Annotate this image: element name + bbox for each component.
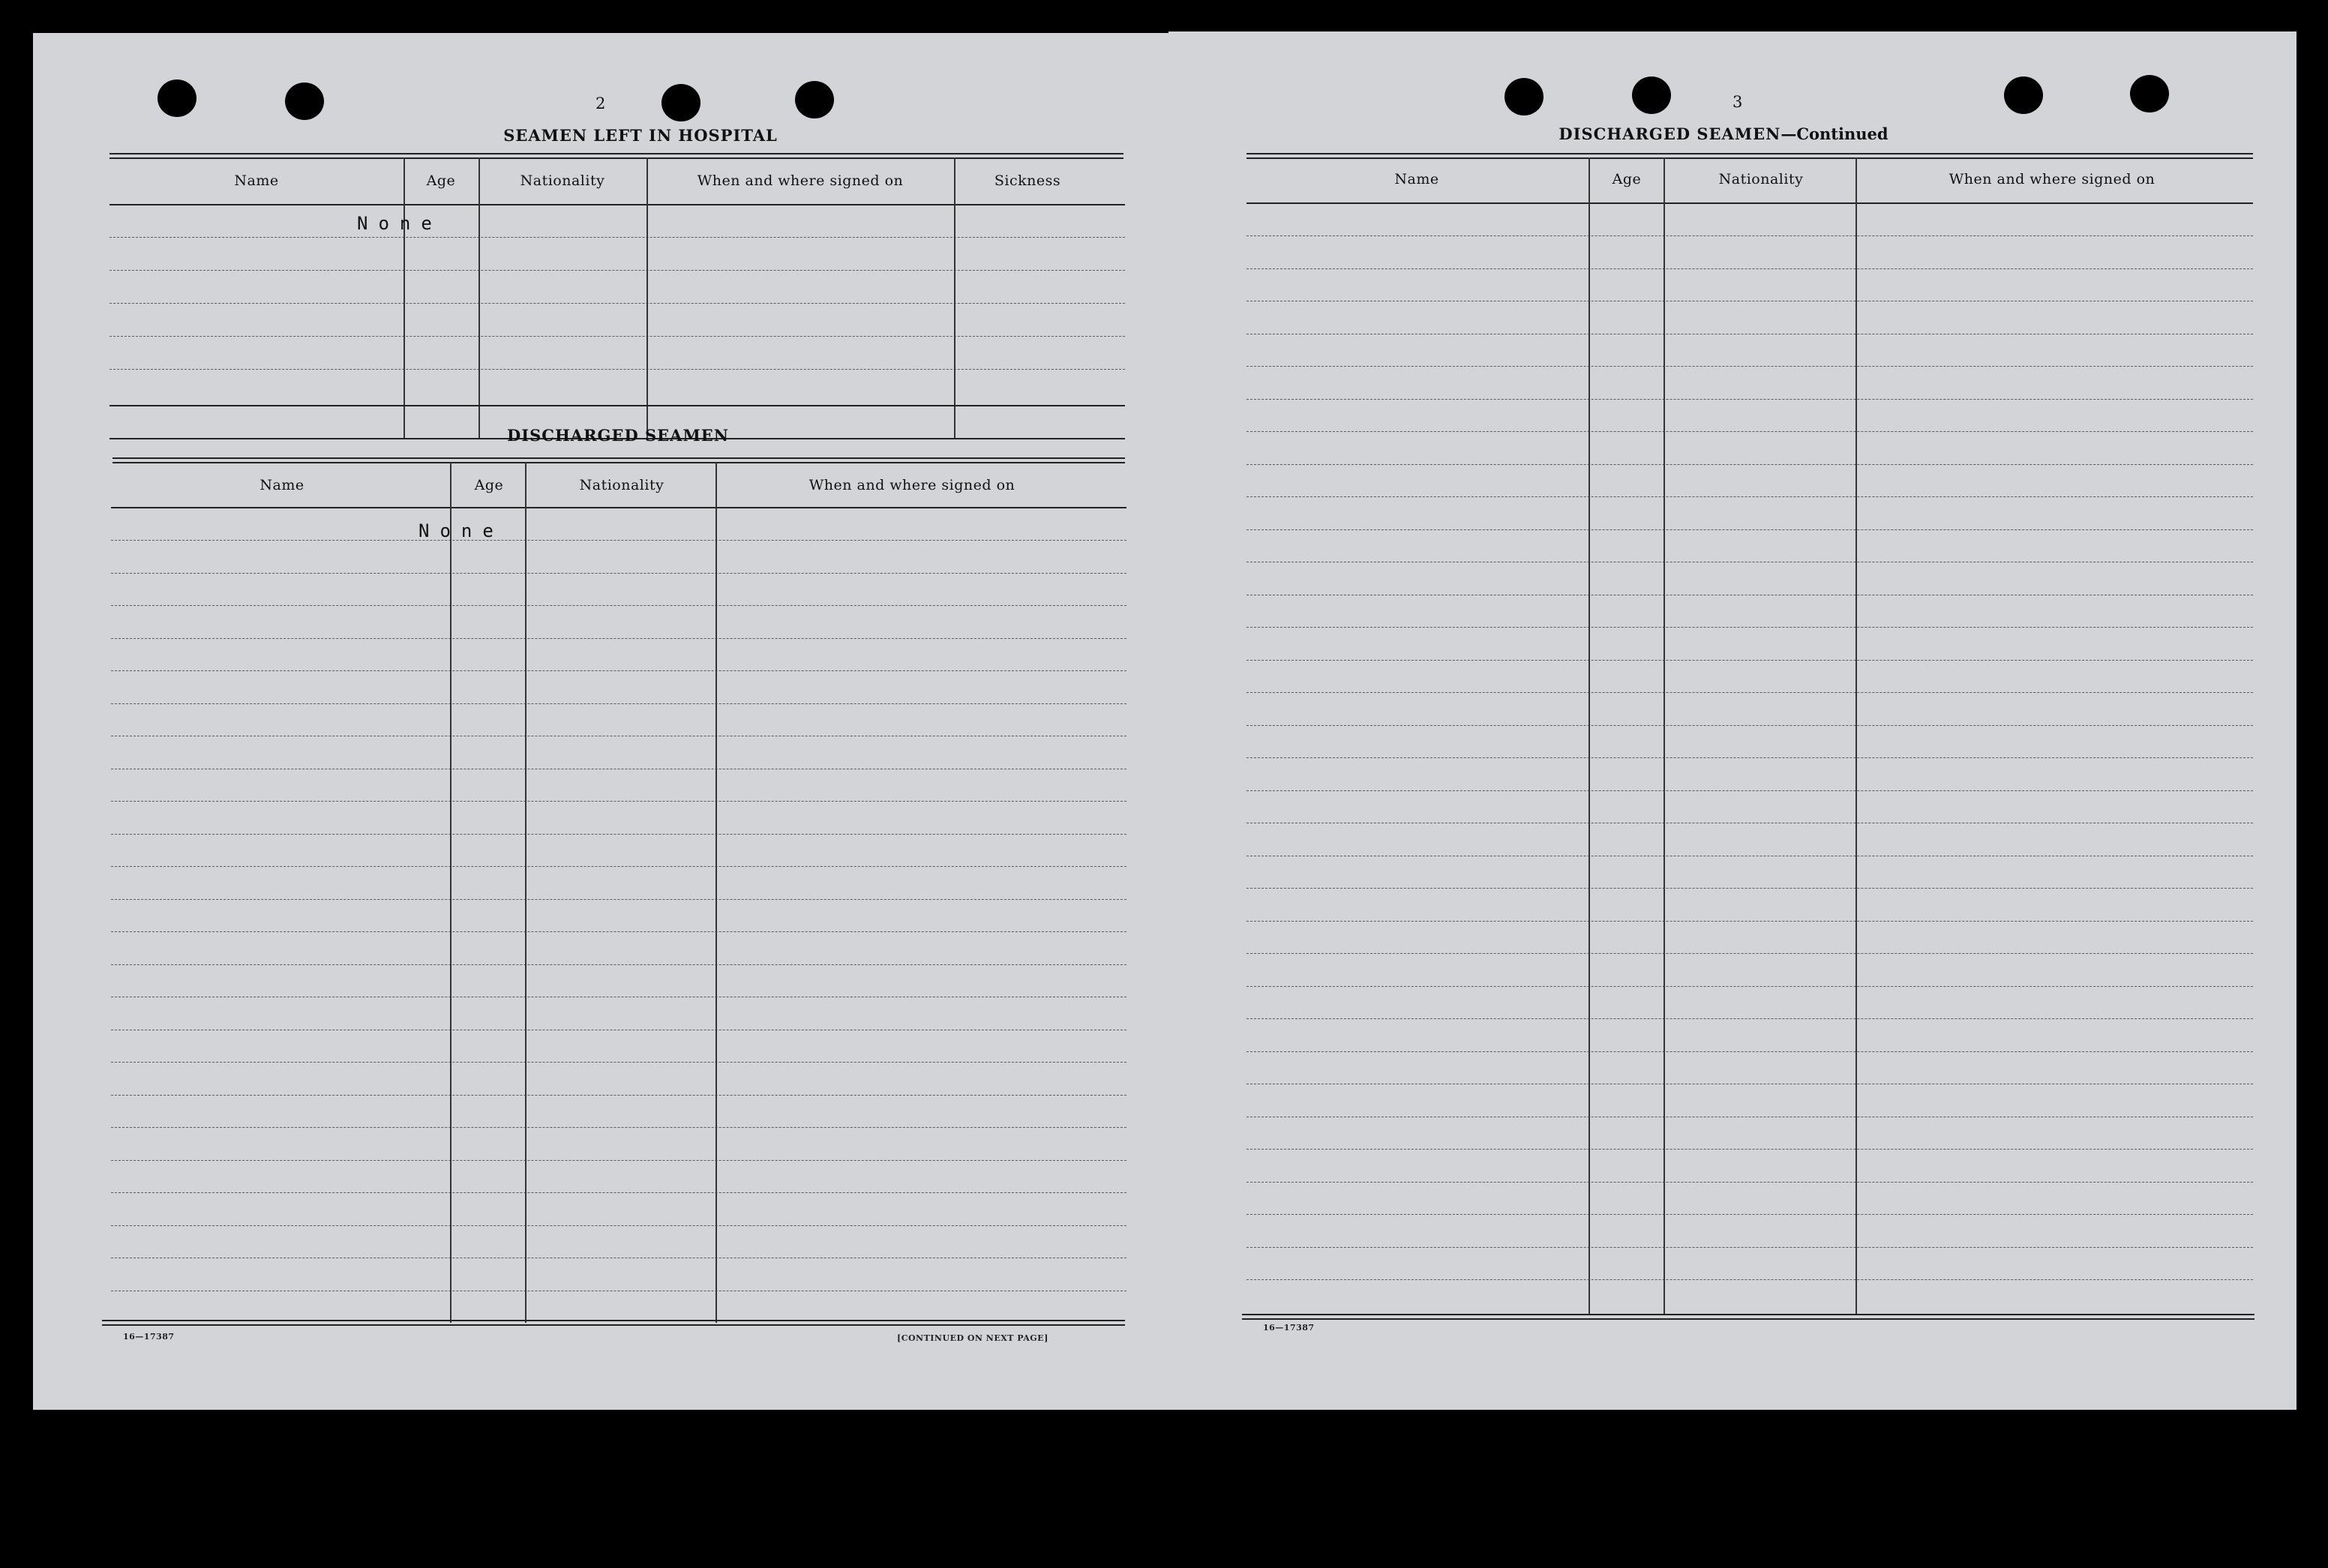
ruled-line (1246, 1051, 2253, 1052)
ruled-line (111, 1225, 1126, 1226)
ruled-line (1246, 1018, 2253, 1019)
table-top-rule (112, 462, 1125, 463)
ruled-line (1246, 1247, 2253, 1248)
ruled-line (111, 866, 1126, 867)
column-divider (646, 157, 648, 439)
ruled-line (111, 1095, 1126, 1096)
table-top-rule (110, 157, 1124, 159)
ruled-line (1246, 986, 2253, 987)
ruled-line (1246, 431, 2253, 432)
ruled-line (110, 336, 1125, 337)
punch-hole (158, 79, 196, 117)
punch-hole (2004, 76, 2043, 114)
header-rule (110, 204, 1125, 205)
punch-hole (795, 81, 834, 118)
header-rule (1246, 202, 2253, 204)
ruled-line (111, 1127, 1126, 1128)
ruled-line (111, 1160, 1126, 1161)
column-header-age: Age (1612, 171, 1642, 187)
table-top-rule (112, 457, 1125, 459)
column-divider (1588, 157, 1590, 1315)
ruled-line (110, 369, 1125, 370)
table-top-rule (110, 153, 1124, 154)
title-text: DISCHARGED SEAMEN (1558, 124, 1781, 143)
punch-hole (662, 84, 700, 121)
column-divider (404, 157, 405, 439)
discharged-section-title: DISCHARGED SEAMEN (507, 426, 729, 445)
column-header-name: Name (1394, 171, 1439, 187)
ruled-line (1246, 953, 2253, 954)
typed-entry-none: None (418, 520, 504, 541)
table-bottom-rule (102, 1324, 1125, 1326)
table-bottom-rule (102, 1320, 1125, 1321)
ruled-line (1246, 366, 2253, 367)
ruled-line (111, 801, 1126, 802)
hospital-section-title: SEAMEN LEFT IN HOSPITAL (503, 126, 778, 145)
ruled-line (1246, 921, 2253, 922)
title-suffix: —Continued (1780, 124, 1888, 143)
ruled-line (1246, 1149, 2253, 1150)
table-top-rule (1246, 157, 2253, 159)
ruled-line (111, 1192, 1126, 1193)
column-divider (954, 157, 956, 439)
row-rule (110, 405, 1125, 406)
form-number: 16—17387 (1263, 1323, 1315, 1333)
right-page (1168, 31, 2296, 1410)
column-header-name: Name (234, 172, 279, 189)
column-header-signed-on: When and where signed on (808, 477, 1016, 493)
ruled-line (1246, 790, 2253, 791)
page-number: 2 (596, 94, 606, 112)
column-divider (716, 462, 717, 1323)
page-number: 3 (1732, 93, 1743, 111)
column-divider (1856, 157, 1857, 1315)
column-divider (478, 157, 480, 439)
ruled-line (1246, 529, 2253, 530)
ruled-line (111, 540, 1126, 541)
table-bottom-rule (1242, 1314, 2254, 1315)
column-header-name: Name (260, 477, 304, 493)
ruled-line (1246, 627, 2253, 628)
discharged-continued-title (1484, 124, 1964, 143)
column-header-age: Age (474, 477, 504, 493)
ruled-line (111, 931, 1126, 932)
ruled-line (111, 899, 1126, 900)
ruled-line (111, 605, 1126, 606)
ruled-line (1246, 399, 2253, 400)
punch-hole (2130, 75, 2169, 112)
ruled-line (111, 964, 1126, 965)
ruled-line (1246, 268, 2253, 269)
header-rule (111, 507, 1126, 508)
ruled-line (1246, 757, 2253, 758)
column-header-nationality: Nationality (579, 477, 664, 493)
ruled-line (111, 834, 1126, 835)
column-divider (525, 462, 526, 1323)
ruled-line (111, 638, 1126, 639)
column-header-nationality: Nationality (1718, 171, 1804, 187)
ruled-line (111, 1062, 1126, 1063)
left-page (33, 33, 1168, 1410)
continued-note: [CONTINUED ON NEXT PAGE] (897, 1333, 1048, 1343)
table-top-rule (1246, 153, 2253, 154)
punch-hole (285, 82, 324, 120)
ruled-line (1246, 464, 2253, 465)
ruled-line (111, 703, 1126, 704)
ruled-line (1246, 235, 2253, 236)
ruled-line (1246, 496, 2253, 497)
ruled-line (1246, 725, 2253, 726)
column-divider (1664, 157, 1665, 1315)
ruled-line (111, 670, 1126, 671)
column-header-age: Age (426, 172, 456, 189)
column-header-nationality: Nationality (520, 172, 605, 189)
column-header-signed-on: When and where signed on (697, 172, 904, 189)
column-header-signed-on: When and where signed on (1948, 171, 2156, 187)
ruled-line (1246, 660, 2253, 661)
typed-entry-none: None (357, 213, 442, 234)
column-divider (450, 462, 452, 1323)
table-bottom-rule (1242, 1318, 2254, 1320)
ruled-line (1246, 692, 2253, 693)
ruled-line (1246, 888, 2253, 889)
column-header-sickness: Sickness (994, 172, 1061, 189)
ruled-line (1246, 1214, 2253, 1215)
punch-hole (1504, 78, 1544, 115)
ruled-line (110, 270, 1125, 271)
ruled-line (1246, 1279, 2253, 1280)
ruled-line (110, 303, 1125, 304)
punch-hole (1632, 76, 1671, 114)
ruled-line (1246, 1182, 2253, 1183)
form-number: 16—17387 (123, 1332, 175, 1342)
ruled-line (111, 573, 1126, 574)
ruled-line (110, 237, 1125, 238)
